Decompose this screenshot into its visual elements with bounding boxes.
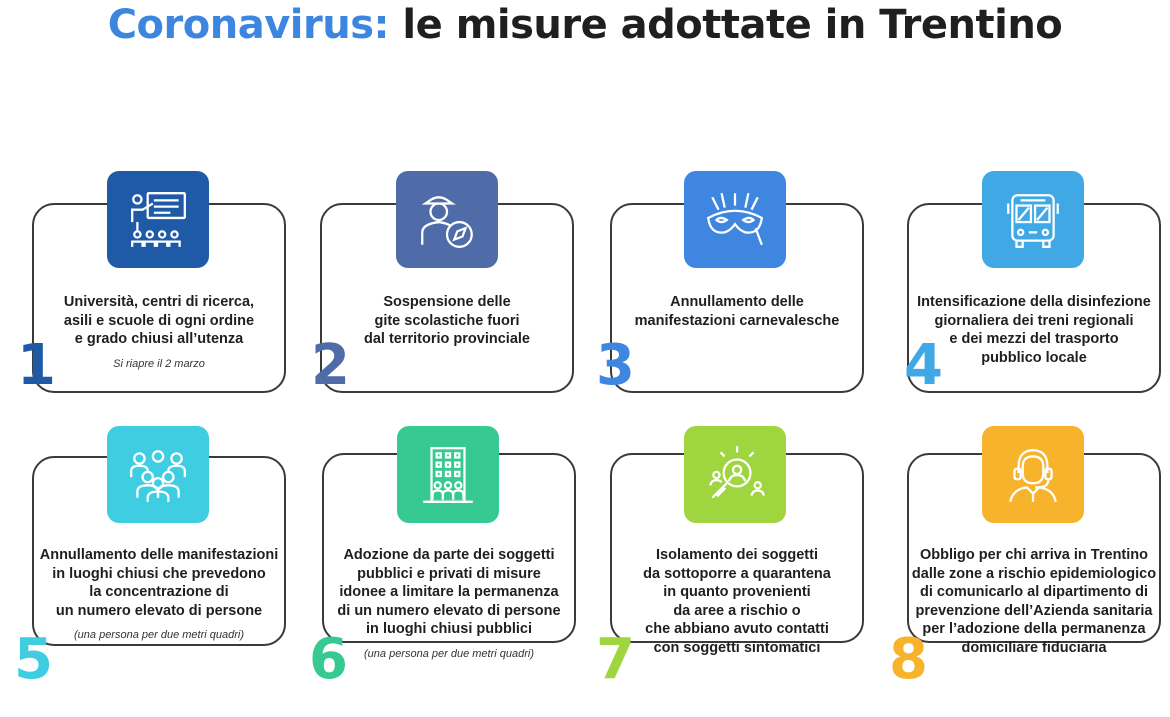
- measure-number-4: 4: [904, 333, 943, 398]
- measure-number-8: 8: [889, 627, 928, 692]
- icon-box-7: [684, 426, 786, 523]
- measure-number-2: 2: [311, 333, 350, 398]
- measure-number-5: 5: [14, 627, 53, 692]
- bus-icon: [1000, 187, 1066, 253]
- operator-headset-icon: [1000, 442, 1066, 508]
- measure-text-3: Annullamento delle manifestazioni carnevalesche: [634, 294, 840, 329]
- tourist-compass-icon: [414, 187, 480, 253]
- measure-text-8: Obbligo per chi arriva in Trentino dalle zone a rischio epidemiologico di comunicarlo al dipartimento di prevenzione dell’Azienda sanitaria per l’adozione della permanenza domiciliare fiduciaria: [911, 547, 1157, 656]
- measure-text-2: Sospensione delle gite scolastiche fuori dal territorio provinciale: [364, 294, 530, 347]
- magnifier-person-icon: [702, 442, 768, 508]
- building-people-icon: [415, 442, 481, 508]
- icon-box-8: [982, 426, 1084, 523]
- crowd-icon: [125, 442, 191, 508]
- icon-box-2: [396, 171, 498, 268]
- icon-box-4: [982, 171, 1084, 268]
- icon-box-6: [397, 426, 499, 523]
- measure-text-4: Intensificazione della disinfezione giornaliera dei treni regionali e dei mezzi del trasporto pubblico locale: [917, 294, 1151, 366]
- title-rest: le misure adottate in Trentino: [389, 2, 1063, 48]
- icon-box-5: [107, 426, 209, 523]
- page-title: [0, 2, 1170, 48]
- title-accent: Coronavirus:: [107, 2, 389, 48]
- measure-number-1: 1: [17, 333, 56, 398]
- icon-box-3: [684, 171, 786, 268]
- measure-note-5: (una persona per due metri quadri): [74, 629, 244, 641]
- measure-text-6: Adozione da parte dei soggetti pubblici e privati di misure idonee a limitare la permanenza di un numero elevato di persone in luoghi chiusi pubblici (una persona per due metri quadri): [322, 546, 576, 663]
- measure-number-7: 7: [596, 627, 635, 692]
- measure-note-1: Si riapre il 2 marzo: [113, 357, 205, 370]
- icon-box-1: [107, 171, 209, 268]
- measure-text-1: Università, centri di ricerca, asili e scuole di ogni ordine e grado chiusi all’utenza Si riapre il 2 marzo: [32, 293, 286, 373]
- measure-text-5: Annullamento delle manifestazioni in luoghi chiusi che prevedono la concentrazione di un numero elevato di persone (una persona per due metri quadri): [32, 546, 286, 645]
- carnival-mask-icon: [702, 187, 768, 253]
- classroom-icon: [125, 187, 191, 253]
- measure-number-3: 3: [596, 333, 635, 398]
- measure-number-6: 6: [309, 627, 348, 692]
- measure-text-7: Isolamento dei soggetti da sottoporre a quarantena in quanto provenienti da aree a rischio o che abbiano avuto contatti con soggetti sintomatici: [643, 547, 831, 656]
- measure-note-6: (una persona per due metri quadri): [364, 647, 534, 660]
